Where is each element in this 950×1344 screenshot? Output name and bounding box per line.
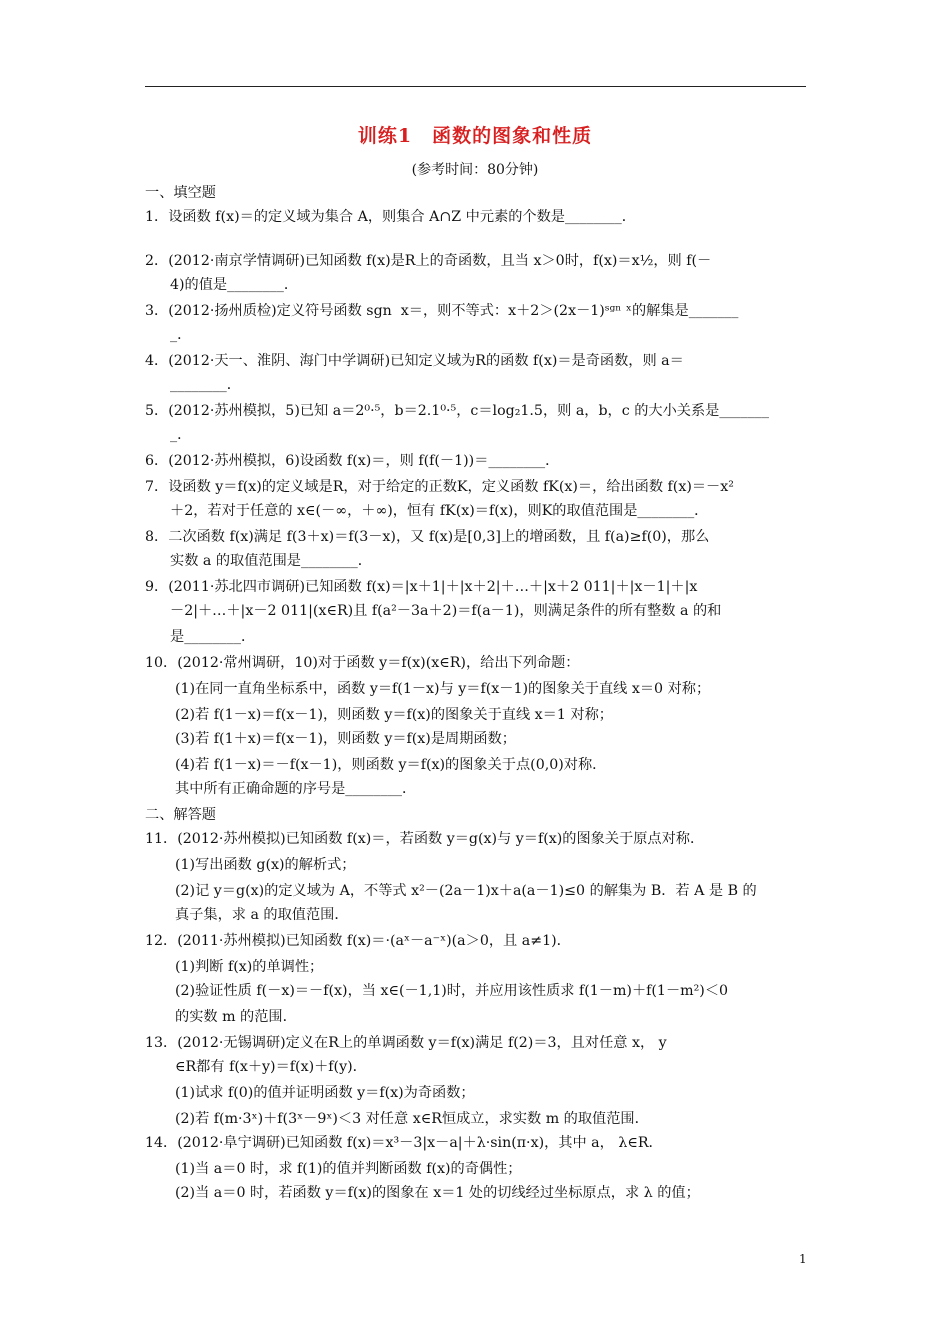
text-line: 1．设函数 f(x)＝的定义域为集合 A，则集合 A∩Z 中元素的个数是________． [145, 209, 636, 225]
text-line: 8．二次函数 f(x)满足 f(3＋x)＝f(3－x)，又 f(x)是[0,3]上的增函数，且 f(a)≥f(0)，那么 [145, 529, 710, 545]
header-rule [145, 86, 806, 87]
text-line: (2)记 y＝g(x)的定义域为 A，不等式 x²－(2a－1)x＋a(a－1)≤0 的解集为 B．若 A 是 B 的 [175, 883, 757, 899]
text-line: 9．(2011·苏北四市调研)已知函数 f(x)＝|x＋1|＋|x＋2|＋…＋|x＋2 011|＋|x－1|＋|x [145, 579, 698, 595]
text-line: (1)写出函数 g(x)的解析式； [175, 857, 356, 873]
text-line: 的实数 m 的范围． [175, 1009, 297, 1025]
text-line: －2|＋…＋|x－2 011|(x∈R)且 f(a²－3a＋2)＝f(a－1)，则满足条件的所有整数 a 的和 [170, 603, 722, 619]
text-line: (1)判断 f(x)的单调性； [175, 959, 324, 975]
text-line: ________． [170, 377, 241, 393]
text-line: (3)若 f(1＋x)＝f(x－1)，则函数 y＝f(x)是周期函数； [175, 731, 516, 747]
text-line: 4)的值是________． [170, 277, 299, 293]
text-line: 实数 a 的取值范围是________． [170, 553, 372, 569]
text-line: 是________． [170, 629, 256, 645]
text-line: ∈R都有 f(x＋y)＝f(x)＋f(y)． [175, 1059, 367, 1075]
text-line: 5．(2012·苏州模拟，5)已知 a＝2⁰·⁵，b＝2.1⁰·⁵，c＝log₂1.5，则 a，b，c 的大小关系是_______ [145, 403, 769, 419]
text-line: 二、解答题 [145, 807, 216, 823]
page-subtitle: (参考时间：80分钟) [411, 162, 539, 178]
text-line: (1)在同一直角坐标系中，函数 y＝f(1－x)与 y＝f(x－1)的图象关于直线 x＝0 对称； [175, 681, 711, 697]
page-title: 训练1 函数的图象和性质 [357, 125, 593, 147]
text-line: 7．设函数 y＝f(x)的定义域是R，对于给定的正数K，定义函数 fK(x)＝，给出函数 f(x)＝－x² [145, 479, 734, 495]
text-line: (2)当 a＝0 时，若函数 y＝f(x)的图象在 x＝1 处的切线经过坐标原点，求 λ 的值； [175, 1185, 700, 1201]
text-line: 12．(2011·苏州模拟)已知函数 f(x)＝·(aˣ－a⁻ˣ)(a＞0，且 a≠1)． [145, 933, 571, 949]
text-line: (1)当 a＝0 时，求 f(1)的值并判断函数 f(x)的奇偶性； [175, 1161, 522, 1177]
text-line: 14．(2012·阜宁调研)已知函数 f(x)＝x³－3|x－a|＋λ·sin(π·x)，其中 a， λ∈R． [145, 1135, 663, 1151]
text-line: _． [170, 427, 192, 443]
text-line: 11．(2012·苏州模拟)已知函数 f(x)＝，若函数 y＝g(x)与 y＝f(x)的图象关于原点对称． [145, 831, 705, 847]
text-line: (4)若 f(1－x)＝－f(x－1)，则函数 y＝f(x)的图象关于点(0,0)对称． [175, 757, 607, 773]
text-line: (2)验证性质 f(－x)＝－f(x)，当 x∈(－1,1)时，并应用该性质求 f(1－m)＋f(1－m²)＜0 [175, 983, 729, 999]
page-number: 1 [799, 1252, 807, 1266]
text-line: _． [170, 327, 192, 343]
text-line: 2．(2012·南京学情调研)已知函数 f(x)是R上的奇函数，且当 x＞0时，f(x)＝x½，则 f(－ [145, 253, 712, 269]
text-line: 13．(2012·无锡调研)定义在R上的单调函数 y＝f(x)满足 f(2)＝3，且对任意 x， y [145, 1035, 667, 1051]
text-line: 3．(2012·扬州质检)定义符号函数 sgn x＝，则不等式：x＋2＞(2x－1)ˢᵍⁿ ˣ的解集是_______ [145, 303, 739, 319]
text-line: (2)若 f(m·3ˣ)＋f(3ˣ－9ˣ)＜3 对任意 x∈R恒成立，求实数 m 的取值范围． [175, 1111, 649, 1127]
text-line: 6．(2012·苏州模拟，6)设函数 f(x)＝，则 f(f(－1))＝________． [145, 453, 560, 469]
text-line: 4．(2012·天一、淮阴、海门中学调研)已知定义域为R的函数 f(x)＝是奇函数，则 a＝ [145, 353, 684, 369]
text-line: (2)若 f(1－x)＝f(x－1)，则函数 y＝f(x)的图象关于直线 x＝1 对称； [175, 707, 613, 723]
text-line: (1)试求 f(0)的值并证明函数 y＝f(x)为奇函数； [175, 1085, 475, 1101]
text-line: 10．(2012·常州调研，10)对于函数 y＝f(x)(x∈R)，给出下列命题： [145, 655, 580, 671]
text-line: 一、填空题 [145, 185, 216, 201]
text-line: ＋2，若对于任意的 x∈(－∞，＋∞)，恒有 fK(x)＝f(x)，则K的取值范围是________． [170, 503, 709, 519]
text-line: 真子集，求 a 的取值范围． [175, 907, 349, 923]
text-line: 其中所有正确命题的序号是________． [175, 781, 417, 797]
